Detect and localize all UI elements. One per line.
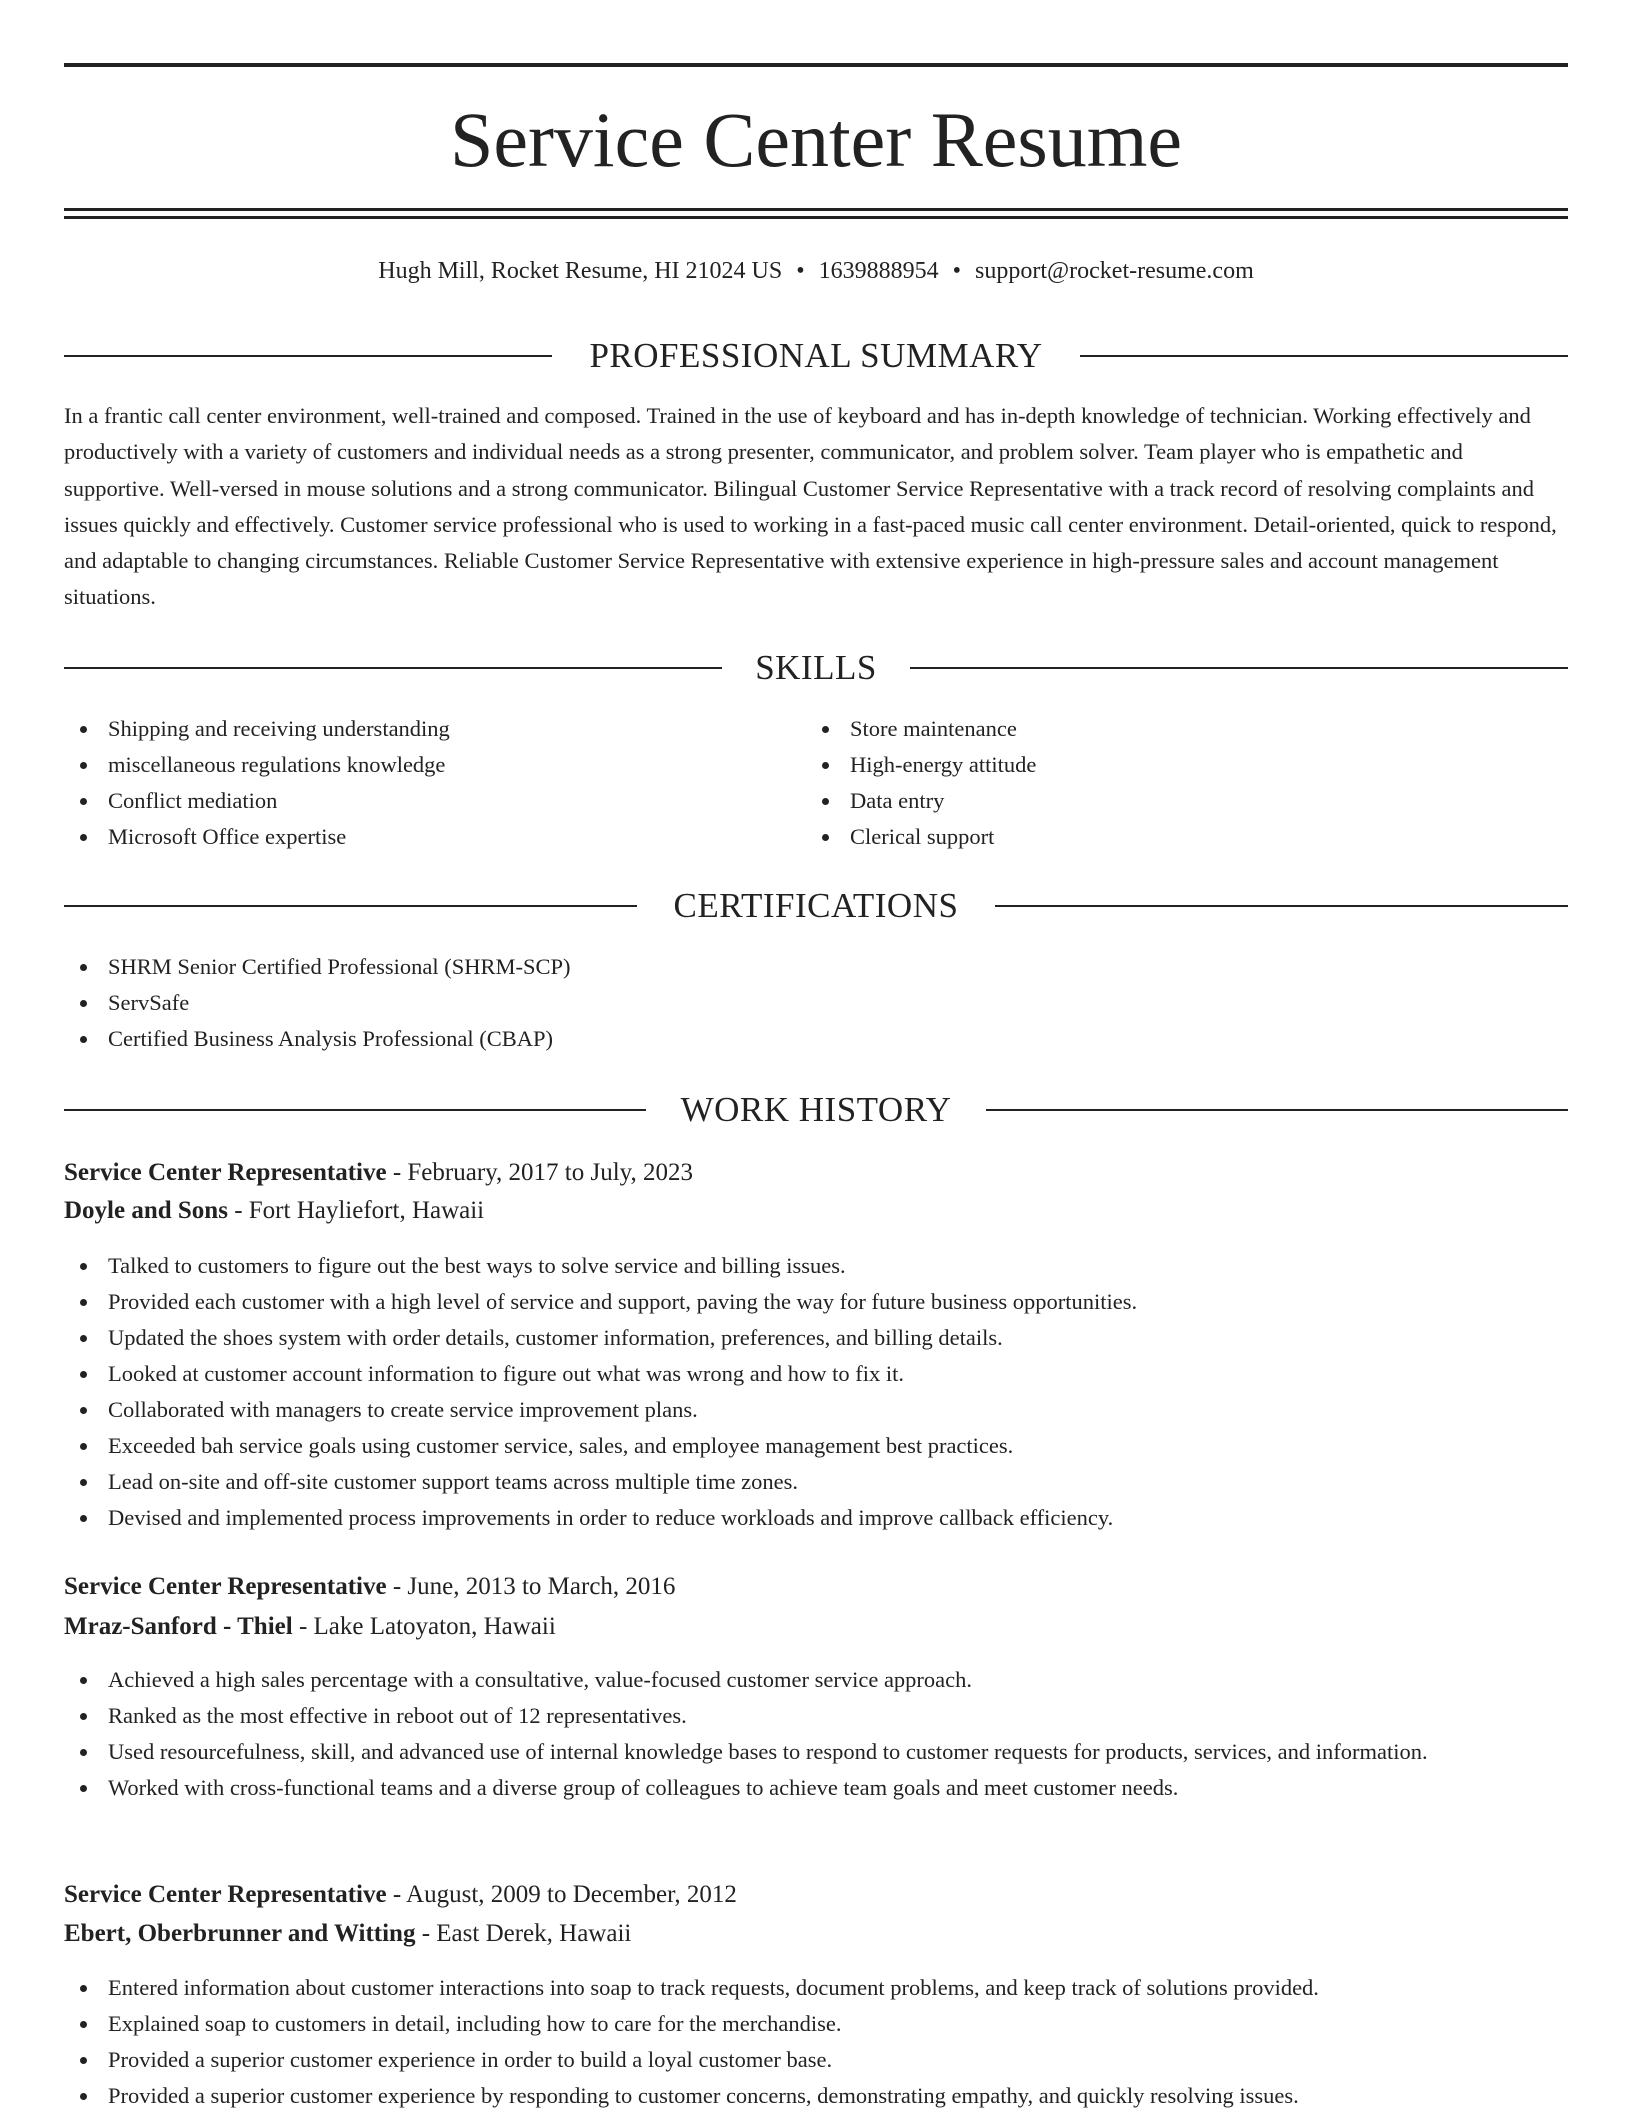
summary-text: In a frantic call center environment, well-trained and composed. Trained in the use of keyboard and has in-depth knowledge of technician. Working effectively and productively with a variety of customers and individual needs as a strong presenter, communicator, and problem solver. Team player who is empathetic and supportive. Well-versed in mouse solutions and a strong communicator. Bilingual Customer Service Representative with a track record of resolving complaints and issues quickly and effectively. Customer service professional who is used to working in a fast-paced music call center environment. Detail-oriented, quick to respond, and adaptable to changing circumstances. Reliable Customer Service Representative with extensive experience in high-pressure sales and account management situations. bbox=[64, 403, 1557, 610]
skills-heading bbox=[64, 646, 1568, 690]
contact-line bbox=[0, 254, 1632, 288]
job-bullet: Achieved a high sales percentage with a consultative, value-focused customer service approach. bbox=[64, 1662, 1484, 1698]
top-rule bbox=[64, 63, 1568, 67]
certifications-list bbox=[64, 949, 1568, 1057]
job-title-line bbox=[64, 1877, 1568, 1913]
job-bullet: Exceeded bah service goals using customer service, sales, and employee management best practices. bbox=[64, 1428, 1568, 1464]
summary-heading-label: PROFESSIONAL SUMMARY bbox=[589, 336, 1043, 375]
job-bullet: Provided a superior customer experience in order to build a loyal customer base. bbox=[64, 2042, 1568, 2078]
resume-title: Service Center Resume bbox=[449, 96, 1183, 183]
job-bullet: Updated the shoes system with order details, customer information, preferences, and billing details. bbox=[64, 1320, 1568, 1356]
job-dates: February, 2017 to July, 2023 bbox=[407, 1159, 694, 1186]
dash: - bbox=[292, 1613, 314, 1640]
job-company-line bbox=[64, 1609, 1568, 1645]
skill-item: Clerical support bbox=[806, 819, 1566, 855]
contact-phone: 1639888954 bbox=[818, 258, 939, 284]
job-bullet: Used resourcefulness, skill, and advanced use of internal knowledge bases to respond to customer requests for products, services, and information. bbox=[64, 1734, 1484, 1770]
job-title: Service Center Representative bbox=[64, 1159, 387, 1186]
job-bullets bbox=[64, 1248, 1568, 1536]
job-bullet: Collaborated with managers to create service improvement plans. bbox=[64, 1392, 1568, 1428]
dash: - bbox=[415, 1920, 437, 1947]
skills-list-right bbox=[806, 711, 1566, 855]
title-rule-lower bbox=[64, 216, 1568, 219]
dash: - bbox=[386, 1159, 408, 1186]
skills-heading-label: SKILLS bbox=[755, 648, 877, 687]
job-title-line bbox=[64, 1569, 1568, 1605]
dash: - bbox=[386, 1573, 408, 1600]
job-bullet: Entered information about customer interactions into soap to track requests, document problems, and keep track of solutions provided. bbox=[64, 1970, 1568, 2006]
job-title-line bbox=[64, 1155, 1568, 1191]
job-bullet: Worked with cross-functional teams and a diverse group of colleagues to achieve team goals and meet customer needs. bbox=[64, 1770, 1484, 1806]
job-bullet: Looked at customer account information to figure out what was wrong and how to fix it. bbox=[64, 1356, 1568, 1392]
job-company: Ebert, Oberbrunner and Witting bbox=[64, 1920, 416, 1947]
job-bullets bbox=[64, 1662, 1484, 1806]
job-company: Mraz-Sanford - Thiel bbox=[64, 1613, 293, 1640]
job-bullet: Devised and implemented process improvements in order to reduce workloads and improve callback efficiency. bbox=[64, 1500, 1568, 1536]
certification-item: ServSafe bbox=[64, 985, 1568, 1021]
skill-item: Shipping and receiving understanding bbox=[64, 711, 804, 747]
job-bullets bbox=[64, 1970, 1568, 2114]
job-company-line bbox=[64, 1916, 1568, 1952]
job-company: Doyle and Sons bbox=[64, 1197, 228, 1224]
job-title: Service Center Representative bbox=[64, 1573, 387, 1600]
certifications-heading-label: CERTIFICATIONS bbox=[673, 886, 959, 925]
job-location: East Derek, Hawaii bbox=[436, 1920, 632, 1947]
title-rule-upper bbox=[64, 208, 1568, 211]
summary-heading bbox=[64, 334, 1568, 378]
job-title: Service Center Representative bbox=[64, 1881, 387, 1908]
job-location: Lake Latoyaton, Hawaii bbox=[313, 1613, 556, 1640]
job-dates: June, 2013 to March, 2016 bbox=[407, 1573, 676, 1600]
contact-email: support@rocket-resume.com bbox=[975, 258, 1254, 284]
job-bullet: Ranked as the most effective in reboot out of 12 representatives. bbox=[64, 1698, 1484, 1734]
dash: - bbox=[227, 1197, 249, 1224]
skill-item: High-energy attitude bbox=[806, 747, 1566, 783]
job-bullet: Lead on-site and off-site customer support teams across multiple time zones. bbox=[64, 1464, 1568, 1500]
certifications-heading bbox=[64, 884, 1568, 928]
job-bullet: Provided a superior customer experience by responding to customer concerns, demonstrating empathy, and quickly resolving issues. bbox=[64, 2078, 1568, 2114]
work-history-heading-label: WORK HISTORY bbox=[680, 1090, 952, 1129]
skill-item: Store maintenance bbox=[806, 711, 1566, 747]
job-company-line bbox=[64, 1193, 1568, 1229]
contact-separator: • bbox=[796, 258, 805, 284]
job-bullet: Explained soap to customers in detail, including how to care for the merchandise. bbox=[64, 2006, 1568, 2042]
certification-item: SHRM Senior Certified Professional (SHRM-SCP) bbox=[64, 949, 1568, 985]
skill-item: Data entry bbox=[806, 783, 1566, 819]
skill-item: miscellaneous regulations knowledge bbox=[64, 747, 804, 783]
job-location: Fort Hayliefort, Hawaii bbox=[248, 1197, 485, 1224]
job-bullet: Talked to customers to figure out the best ways to solve service and billing issues. bbox=[64, 1248, 1568, 1284]
skills-list-left bbox=[64, 711, 804, 855]
skill-item: Microsoft Office expertise bbox=[64, 819, 804, 855]
dash: - bbox=[386, 1881, 407, 1908]
skill-item: Conflict mediation bbox=[64, 783, 804, 819]
certification-item: Certified Business Analysis Professional (CBAP) bbox=[64, 1021, 1568, 1057]
job-bullet: Provided each customer with a high level of service and support, paving the way for future business opportunities. bbox=[64, 1284, 1568, 1320]
contact-address: Hugh Mill, Rocket Resume, HI 21024 US bbox=[378, 258, 783, 284]
job-dates: August, 2009 to December, 2012 bbox=[406, 1881, 737, 1908]
work-history-heading bbox=[64, 1088, 1568, 1132]
contact-separator: • bbox=[952, 258, 962, 284]
